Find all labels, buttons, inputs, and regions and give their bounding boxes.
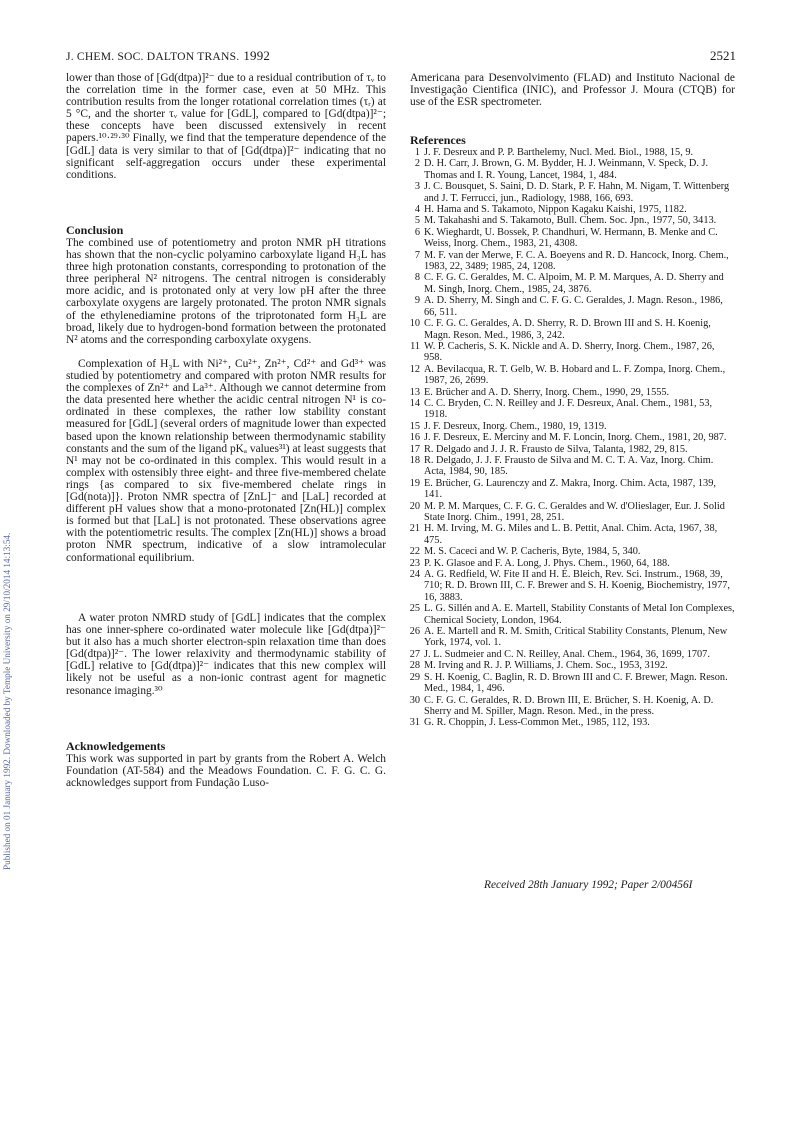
reference-item [410,444,735,455]
reference-number: 21 [409,523,420,535]
reference-text: S. H. Koenig, C. Baglin, R. D. Brown III and C. F. Brewer, Magn. Reson. Med., 1984, 1, 496. [424,671,728,695]
reference-item [410,603,735,626]
reference-text: J. L. Sudmeier and C. N. Reilley, Anal. Chem., 1964, 36, 1699, 1707. [424,648,710,660]
acknowledgements-heading: Acknowledgements [66,739,166,753]
reference-number: 29 [409,671,420,683]
reference-text: C. F. G. C. Geraldes, A. D. Sherry, R. D. Brown III and S. H. Koenig, Magn. Reson. Med., 1986, 3, 242. [424,318,711,341]
reference-text: D. H. Carr, J. Brown, G. M. Bydder, H. J. Weinmann, V. Speck, D. J. Thomas and I. R. Young, Lancet, 1984, 1, 484. [424,158,709,181]
reference-item [410,501,735,524]
reference-text: C. F. G. C. Geraldes, M. C. Alpoim, M. P. M. Marques, A. D. Sherry and M. Singh, Inorg. Chem., 1985, 24, 3876. [424,272,724,295]
reference-item [410,695,735,718]
intro-paragraph: lower than those of [Gd(dtpa)]²⁻ due to a residual contribution of τᵥ to the correlation time in the former case, even at 50 MHz. This contribution results from the longer rotational correlation times (τᵣ) at 5 °C, and the shorter τᵥ value for [GdL], compared to [Gd(dtpa)]²⁻; these concepts have been discussed extensively in recent papers.¹⁰·²⁹·³⁰ Finally, we find that the temperature dependence of the [GdL] data is very similar to that of [Gd(dtpa)]²⁻ indicating that no significant self-aggregation occurs under these experimental conditions. [66,72,386,181]
reference-number: 26 [409,626,420,638]
reference-item [410,421,735,432]
reference-item [410,387,735,398]
reference-number: 25 [409,603,420,615]
reference-item [410,432,735,443]
reference-text: A. D. Sherry, M. Singh and C. F. G. C. Geraldes, J. Magn. Reson., 1986, 66, 511. [424,295,723,318]
reference-item [410,523,735,546]
reference-item [410,364,735,387]
reference-number: 27 [409,648,420,660]
reference-text: R. Delgado and J. J. R. Frausto de Silva, Talanta, 1982, 29, 815. [424,443,688,455]
reference-text: J. F. Desreux and P. P. Barthelemy, Nucl. Med. Biol., 1988, 15, 9. [424,147,694,158]
reference-item [410,398,735,421]
reference-text: P. K. Glasoe and F. A. Long, J. Phys. Chem., 1960, 64, 188. [424,557,670,569]
conclusion-paragraph-1: The combined use of potentiometry and proton NMR pH titrations has shown that the non-cyclic polyamino carboxylate ligand H₃L has three high protonation constants, corresponding to protonation of the three peripheral N² nitrogens. The central nitrogen is considerably more acidic, and is protonated only at very low pH after the three carboxylate oxygens are largely protonated. The proton NMR signals of the ethylenediamine protons of the triprotonated form H₃L are broad, likely due to hydrogen-bond formation between the protonated N² atoms and the corresponding carboxylate oxygens. [66,237,386,346]
reference-number: 9 [414,295,420,307]
reference-number: 13 [409,386,420,398]
reference-number: 4 [414,204,420,216]
reference-item [410,204,735,215]
running-header [66,48,736,64]
reference-item [410,546,735,557]
reference-text: L. G. Sillén and A. E. Martell, Stability Constants of Metal Ion Complexes, Chemical Society, London, 1964. [424,603,735,626]
reference-text: M. S. Caceci and W. P. Cacheris, Byte, 1984, 5, 340. [424,546,641,558]
reference-text: K. Wieghardt, U. Bossek, P. Chandhuri, W. Hermann, B. Menke and C. Weiss, Inorg. Chem., 1983, 21, 4308. [424,226,718,250]
reference-number: 1 [414,147,420,158]
download-note-text: Published on 01 January 1992. Downloaded by Temple University on 29/10/2014 14:13:54. [2,532,12,870]
received-date: Received 28th January 1992; Paper 2/00456I [484,879,693,891]
reference-item [410,649,735,660]
reference-item [410,318,735,341]
reference-item [410,158,735,181]
reference-number: 14 [409,397,420,409]
journal-year: 1992 [243,48,271,63]
reference-item [410,626,735,649]
acknowledgements-text: This work was supported in part by grants from the Robert A. Welch Foundation (AT-584) and the Meadows Foundation. C. F. G. C. G. acknowledges support from Fundação Luso- [66,753,386,790]
reference-item [410,717,735,728]
reference-text: J. C. Bousquet, S. Saini, D. D. Stark, P. F. Hahn, M. Nigam, T. Wittenberg and J. T. Ferrucci, jun., Radiology, 1988, 166, 693. [424,181,730,204]
reference-number: 7 [414,249,420,261]
reference-item [410,569,735,603]
reference-text: E. Brücher, G. Laurenczy and Z. Makra, Inorg. Chim. Acta, 1987, 139, 141. [424,477,716,501]
conclusion-heading: Conclusion [66,223,124,237]
reference-text: M. F. van der Merwe, F. C. A. Boeyens and R. D. Hancock, Inorg. Chem., 1983, 22, 3489; 1985, 24, 1208. [424,249,729,273]
journal-name: J. CHEM. SOC. DALTON TRANS. [66,50,240,63]
reference-item [410,455,735,478]
reference-text: E. Brücher and A. D. Sherry, Inorg. Chem., 1990, 29, 1555. [424,386,670,398]
reference-text: G. R. Choppin, J. Less-Common Met., 1985, 112, 193. [424,717,650,729]
reference-number: 15 [409,420,420,432]
reference-number: 12 [409,363,420,375]
references-heading: References [410,133,466,147]
right-column [410,72,735,729]
conclusion-paragraph-2: Complexation of H₃L with Ni²⁺, Cu²⁺, Zn²⁺, Cd²⁺ and Gd³⁺ was studied by potentiometry and compared with proton NMR results for the complexes of Zn²⁺ and La³⁺. Although we cannot determine from the data presented here whether the acidic central nitrogen N¹ is co-ordinated in these complexes, the rather low stability constant measured for [GdL] (several orders of magnitude lower than expected based upon the known relationship between thermodynamic stability constants and the sum of the ligand pKₐ values³¹) at least suggests that N¹ may not be co-ordinated in this complex. This would result in a complex with ostensibly three eight- and three five-membered chelate rings {as compared to six five-membered chelate rings in [Gd(nota)]}. Proton NMR spectra of [ZnL]⁻ and [LaL] recorded at different pH values show that a mono-protonated [Zn(HL)] complex is formed but that [LaL] is not protonated. These observations agree with the potentiometric results. The complex [Zn(HL)] shows a broad proton NMR spectrum, indicative of a slow intramolecular conformational equilibrium. [66,358,386,564]
reference-item [410,341,735,364]
reference-number: 31 [409,717,420,729]
download-watermark [2,270,16,870]
reference-text: A. G. Redfield, W. Fite II and H. E. Bleich, Rev. Sci. Instrum., 1968, 39, 710; R. D. Brown III, C. F. Brewer and S. H. Koenig, Biochemistry, 1977, 16, 3883. [424,569,730,603]
reference-number: 11 [410,340,420,352]
acknowledgements-continued: Americana para Desenvolvimento (FLAD) and Instituto Nacional de Investigação Cientifica (INIC), and Professor J. Moura (CTQB) for use of the ESR spectrometer. [410,72,735,109]
left-column [66,72,386,789]
reference-number: 6 [414,226,420,238]
reference-number: 24 [409,569,420,581]
reference-number: 17 [409,443,420,455]
reference-item [410,215,735,226]
reference-number: 2 [414,158,420,170]
reference-text: C. F. G. C. Geraldes, R. D. Brown III, E. Brücher, S. H. Koenig, A. D. Sherry and M. Spiller, Magn. Reson. Med., in the press. [424,694,714,717]
reference-text: M. Takahashi and S. Takamoto, Bull. Chem. Soc. Jpn., 1977, 50, 3413. [424,215,717,227]
reference-text: A. Bevilacqua, R. T. Gelb, W. B. Hobard and L. F. Zompa, Inorg. Chem., 1987, 26, 2699. [424,363,726,387]
reference-item [410,181,735,204]
reference-item [410,478,735,501]
reference-number: 30 [409,694,420,706]
reference-text: H. M. Irving, M. G. Miles and L. B. Pettit, Anal. Chim. Acta, 1967, 38, 475. [424,523,718,546]
reference-item [410,147,735,158]
reference-number: 19 [409,477,420,489]
reference-number: 10 [409,318,420,330]
reference-text: J. F. Desreux, E. Merciny and M. F. Loncin, Inorg. Chem., 1981, 20, 987. [424,432,727,444]
reference-number: 20 [409,500,420,512]
reference-item [410,672,735,695]
reference-text: H. Hama and S. Takamoto, Nippon Kagaku Kaishi, 1975, 1182. [424,204,687,216]
reference-number: 18 [409,454,420,466]
reference-text: R. Delgado, J. J. F. Frausto de Silva and M. C. T. A. Vaz, Inorg. Chim. Acta, 1984, 90, 185. [424,454,714,478]
reference-number: 22 [409,546,420,558]
reference-text: M. P. M. Marques, C. F. G. C. Geraldes and W. d'Olieslager, Eur. J. Solid State Inorg. Chim., 1991, 28, 251. [424,500,725,523]
reference-item [410,272,735,295]
conclusion-paragraph-3: A water proton NMRD study of [GdL] indicates that the complex has one inner-sphere co-ordinated water molecule like [Gd(dtpa)]²⁻ but it also has a much shorter electron-spin relaxation time than does [Gd(dtpa)]²⁻. The lower relaxivity and thermodynamic stability of [GdL] relative to [Gd(dtpa)]²⁻ indicates that this new complex will likely not be useful as a non-ionic contrast agent for magnetic resonance imaging.³⁰ [66,612,386,697]
reference-item [410,250,735,273]
reference-item [410,660,735,671]
reference-item [410,558,735,569]
references-list [410,147,735,729]
reference-number: 5 [414,215,420,227]
reference-number: 16 [409,432,420,444]
reference-text: W. P. Cacheris, S. K. Nickle and A. D. Sherry, Inorg. Chem., 1987, 26, 958. [424,340,715,364]
reference-item [410,227,735,250]
reference-number: 23 [409,557,420,569]
reference-text: A. E. Martell and R. M. Smith, Critical Stability Constants, Plenum, New York, 1974, vol. 1. [424,626,728,649]
reference-text: M. Irving and R. J. P. Williams, J. Chem. Soc., 1953, 3192. [424,660,668,672]
reference-item [410,295,735,318]
reference-number: 3 [414,181,420,193]
page-number: 2521 [710,48,736,63]
reference-number: 8 [414,272,420,284]
journal-name-block [66,48,270,64]
reference-number: 28 [409,660,420,672]
reference-text: J. F. Desreux, Inorg. Chem., 1980, 19, 1319. [424,420,607,432]
reference-text: C. C. Bryden, C. N. Reilley and J. F. Desreux, Anal. Chem., 1981, 53, 1918. [424,397,713,421]
